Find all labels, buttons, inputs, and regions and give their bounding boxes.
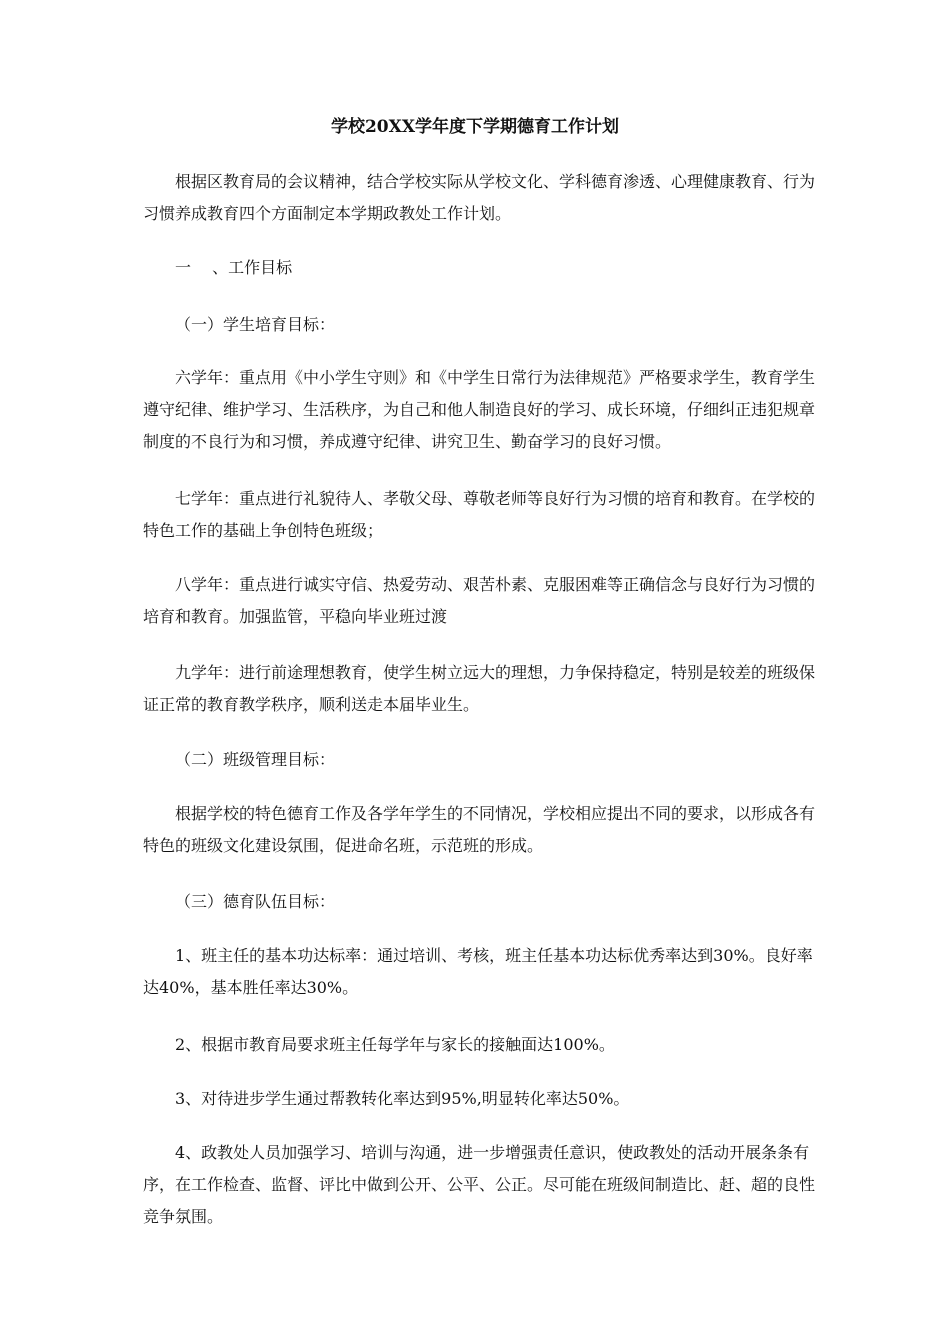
subsection-heading-class: （二）班级管理目标：: [175, 750, 336, 769]
subsection-heading-student: （一）学生培育目标：: [175, 315, 336, 334]
subsection-heading-staff: （三）德育队伍目标：: [175, 892, 336, 911]
list-item-3: 3、对待进步学生通过帮教转化率达到95%,明显转化率达50%。: [175, 1089, 630, 1108]
list-item-4: 4、政教处人员加强学习、培训与沟通，进一步增强责任意识，使政教处的活动开展条条有序，在工作检查、监督、评比中做到公开、公平、公正。尽可能在班级间制造比、赶、超的良性竞争氛围。: [143, 1143, 816, 1226]
list-item-1: 1、班主任的基本功达标率：通过培训、考核，班主任基本功达标优秀率达到30%。良好率达40%，基本胜任率达30%。: [143, 946, 813, 997]
section-heading-goals: 一 、工作目标: [175, 258, 293, 277]
paragraph-grade-seven: 七学年：重点进行礼貌待人、孝敬父母、尊敬老师等良好行为习惯的培育和教育。在学校的特色工作的基础上争创特色班级；: [143, 489, 816, 540]
paragraph-class-management: 根据学校的特色德育工作及各学年学生的不同情况，学校相应提出不同的要求，以形成各有特色的班级文化建设氛围，促进命名班，示范班的形成。: [143, 804, 816, 855]
intro-paragraph: 根据区教育局的会议精神，结合学校实际从学校文化、学科德育渗透、心理健康教育、行为习惯养成教育四个方面制定本学期政教处工作计划。: [143, 172, 816, 223]
list-item-2: 2、根据市教育局要求班主任每学年与家长的接触面达100%。: [175, 1035, 615, 1054]
paragraph-grade-six: 六学年：重点用《中小学生守则》和《中学生日常行为法律规范》严格要求学生，教育学生遵守纪律、维护学习、生活秩序，为自己和他人制造良好的学习、成长环境，仔细纠正违犯规章制度的不良行为和习惯，养成遵守纪律、讲究卫生、勤奋学习的良好习惯。: [143, 368, 816, 451]
paragraph-grade-eight: 八学年：重点进行诚实守信、热爱劳动、艰苦朴素、克服困难等正确信念与良好行为习惯的培育和教育。加强监管，平稳向毕业班过渡: [143, 575, 816, 626]
document-title: 学校20XX学年度下学期德育工作计划: [330, 117, 620, 137]
paragraph-grade-nine: 九学年：进行前途理想教育，使学生树立远大的理想，力争保持稳定，特别是较差的班级保证正常的教育教学秩序，顺利送走本届毕业生。: [143, 663, 816, 714]
